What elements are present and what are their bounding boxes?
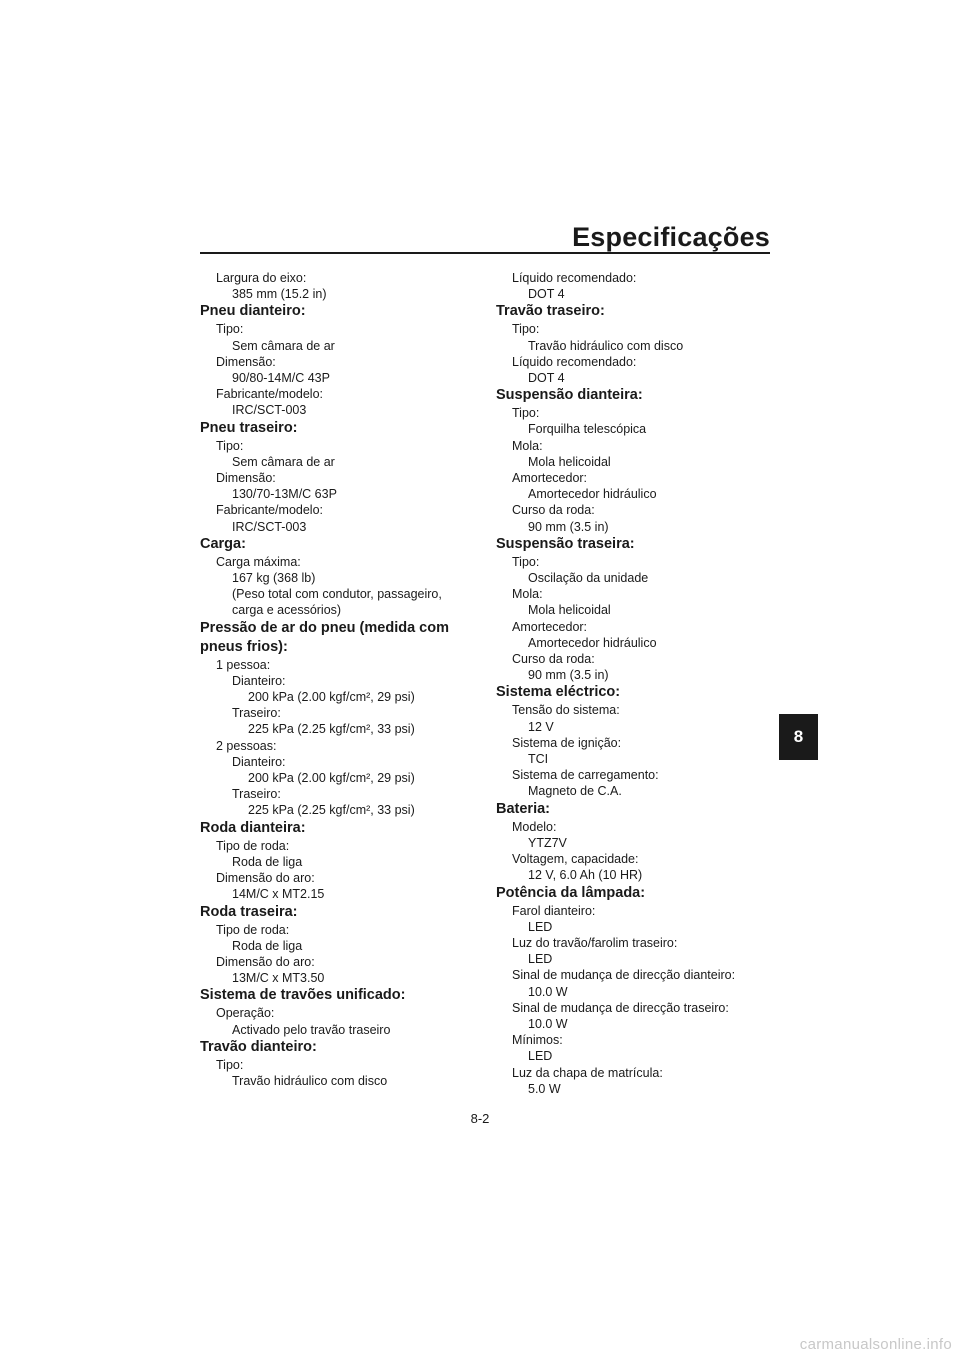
- spec-label: Mola:: [512, 587, 543, 602]
- spec-section-heading: Potência da lâmpada:: [496, 884, 646, 901]
- spec-value: 385 mm (15.2 in): [232, 287, 327, 302]
- spec-label: Dimensão:: [216, 471, 276, 486]
- spec-section-heading: Travão traseiro:: [496, 303, 605, 320]
- spec-value: LED: [528, 919, 553, 934]
- spec-value: 10.0 W: [528, 1016, 568, 1031]
- spec-value: 130/70-13M/C 63P: [232, 487, 337, 502]
- spec-value: 200 kPa (2.00 kgf/cm², 29 psi): [248, 771, 415, 786]
- spec-section-heading: Roda dianteira:: [200, 819, 306, 836]
- spec-value: Travão hidráulico com disco: [528, 338, 684, 353]
- spec-value: TCI: [528, 752, 549, 767]
- spec-label: Amortecedor:: [512, 619, 588, 634]
- spec-label: Fabricante/modelo:: [216, 387, 324, 402]
- spec-section-heading: Carga:: [200, 535, 246, 552]
- spec-section-heading: Sistema eléctrico:: [496, 684, 621, 701]
- spec-section-heading: Suspensão traseira:: [496, 535, 635, 552]
- spec-label: Tipo de roda:: [216, 922, 290, 937]
- spec-value: DOT 4: [528, 287, 565, 302]
- spec-value: 14M/C x MT2.15: [232, 887, 325, 902]
- spec-label: Carga máxima:: [216, 554, 301, 569]
- spec-value: YTZ7V: [528, 835, 567, 850]
- spec-section-heading: Travão dianteiro:: [200, 1038, 317, 1055]
- spec-value: Activado pelo travão traseiro: [232, 1022, 391, 1037]
- spec-label: Tipo:: [512, 554, 540, 569]
- spec-value: 12 V, 6.0 Ah (10 HR): [528, 868, 643, 883]
- spec-value: Traseiro:: [232, 706, 281, 721]
- spec-value: Amortecedor hidráulico: [528, 635, 657, 650]
- spec-label: Voltagem, capacidade:: [512, 852, 639, 867]
- spec-value: 225 kPa (2.25 kgf/cm², 33 psi): [248, 722, 415, 737]
- spec-value: LED: [528, 1049, 553, 1064]
- spec-value: IRC/SCT-003: [232, 519, 307, 534]
- spec-label: Sinal de mudança de direcção dianteiro:: [512, 968, 736, 983]
- spec-value: Forquilha telescópica: [528, 422, 647, 437]
- spec-column-left: [200, 270, 470, 1089]
- spec-label: Curso da roda:: [512, 503, 595, 518]
- spec-value: carga e acessórios): [232, 603, 342, 618]
- spec-label: Dimensão do aro:: [216, 954, 315, 969]
- spec-label: Luz da chapa de matrícula:: [512, 1065, 663, 1080]
- spec-label: Fabricante/modelo:: [216, 503, 324, 518]
- spec-section-heading: Pneu traseiro:: [200, 419, 298, 436]
- spec-section-heading: Bateria:: [496, 800, 550, 817]
- chapter-tab[interactable]: 8: [779, 714, 818, 760]
- spec-label: Largura do eixo:: [216, 271, 307, 285]
- spec-label: Sistema de carregamento:: [512, 768, 659, 783]
- spec-value: Traseiro:: [232, 787, 281, 802]
- spec-label: Amortecedor:: [512, 471, 588, 486]
- spec-label: Dimensão do aro:: [216, 871, 315, 886]
- spec-label: Sistema de ignição:: [512, 735, 622, 750]
- spec-column-right: [496, 270, 766, 1097]
- spec-label: Dimensão:: [216, 354, 276, 369]
- spec-value: 5.0 W: [528, 1081, 561, 1096]
- spec-label: 2 pessoas:: [216, 738, 277, 753]
- page-number: 8-2: [470, 1111, 490, 1126]
- spec-value: Magneto de C.A.: [528, 784, 622, 799]
- spec-value: Oscilação da unidade: [528, 571, 649, 586]
- spec-value: Roda de liga: [232, 938, 303, 953]
- spec-value: Sem câmara de ar: [232, 338, 335, 353]
- spec-section-heading: Suspensão dianteira:: [496, 387, 643, 404]
- spec-label: Modelo:: [512, 819, 557, 834]
- spec-label: Tipo:: [512, 322, 540, 337]
- spec-label: Tipo:: [216, 1057, 244, 1072]
- spec-value: Mola helicoidal: [528, 454, 611, 469]
- spec-label: Farol dianteiro:: [512, 903, 596, 918]
- spec-label: Tensão do sistema:: [512, 703, 620, 718]
- spec-value: 90 mm (3.5 in): [528, 668, 609, 683]
- spec-label: Curso da roda:: [512, 652, 595, 667]
- spec-label: Mínimos:: [512, 1033, 563, 1048]
- spec-label: Líquido recomendado:: [512, 354, 637, 369]
- spec-label: Tipo de roda:: [216, 838, 290, 853]
- spec-section-heading: pneus frios):: [200, 638, 288, 655]
- spec-section-heading: Pressão de ar do pneu (medida com: [200, 619, 449, 636]
- spec-value: LED: [528, 952, 553, 967]
- spec-value: DOT 4: [528, 371, 565, 386]
- spec-value: IRC/SCT-003: [232, 403, 307, 418]
- title-rule: [200, 252, 770, 254]
- spec-label: Tipo:: [216, 438, 244, 453]
- spec-label: Sinal de mudança de direcção traseiro:: [512, 1000, 729, 1015]
- spec-value: 200 kPa (2.00 kgf/cm², 29 psi): [248, 690, 415, 705]
- spec-value: 90 mm (3.5 in): [528, 519, 609, 534]
- spec-value: (Peso total com condutor, passageiro,: [232, 587, 442, 602]
- spec-section-heading: Pneu dianteiro:: [200, 303, 306, 320]
- watermark: carmanualsonline.info: [799, 1336, 952, 1353]
- spec-label: Luz do travão/farolim traseiro:: [512, 935, 678, 950]
- spec-value: Dianteiro:: [232, 754, 286, 769]
- spec-section-heading: Sistema de travões unificado:: [200, 987, 406, 1004]
- spec-label: Operação:: [216, 1006, 275, 1021]
- spec-label: Líquido recomendado:: [512, 271, 637, 285]
- spec-section-heading: Roda traseira:: [200, 903, 298, 920]
- spec-value: Roda de liga: [232, 854, 303, 869]
- spec-value: 167 kg (368 lb): [232, 571, 316, 586]
- spec-label: Mola:: [512, 438, 543, 453]
- page-title: Especificações: [572, 222, 770, 252]
- spec-value: 10.0 W: [528, 984, 568, 999]
- spec-label: 1 pessoa:: [216, 657, 271, 672]
- spec-value: 12 V: [528, 719, 554, 734]
- spec-value: Sem câmara de ar: [232, 454, 335, 469]
- spec-value: Amortecedor hidráulico: [528, 487, 657, 502]
- spec-value: Dianteiro:: [232, 673, 286, 688]
- spec-value: Mola helicoidal: [528, 603, 611, 618]
- spec-label: Tipo:: [512, 406, 540, 421]
- spec-label: Tipo:: [216, 322, 244, 337]
- spec-value: 90/80-14M/C 43P: [232, 371, 330, 386]
- spec-value: 225 kPa (2.25 kgf/cm², 33 psi): [248, 803, 415, 818]
- spec-value: 13M/C x MT3.50: [232, 971, 325, 986]
- spec-value: Travão hidráulico com disco: [232, 1073, 388, 1088]
